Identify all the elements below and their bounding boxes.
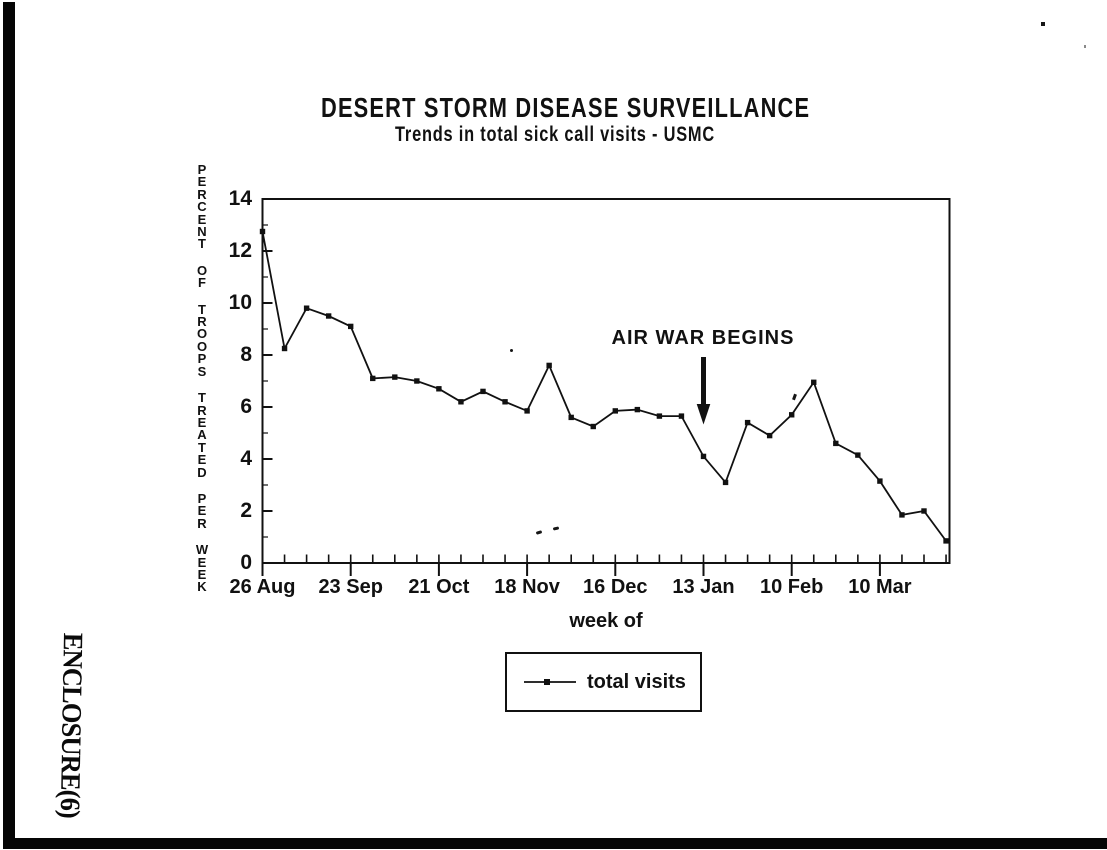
y-tick-label: 8 [240, 343, 252, 366]
y-axis-title-letter: E [197, 503, 207, 519]
y-tick-label: 6 [240, 395, 252, 418]
data-point-marker [524, 408, 529, 413]
y-tick-label: 2 [240, 499, 252, 522]
data-point-marker [569, 415, 574, 420]
scan-speck [510, 349, 513, 352]
data-point-marker [304, 306, 309, 311]
y-axis-title-letter: O [196, 326, 208, 342]
data-point-marker [613, 408, 618, 413]
data-point-marker [855, 452, 860, 457]
x-tick-label: 18 Nov [494, 576, 560, 598]
scan-speck [1084, 45, 1086, 48]
y-axis-title-letter: A [197, 427, 207, 443]
y-tick-label: 12 [228, 239, 252, 262]
annotation-arrow-head [697, 404, 711, 425]
data-point-marker [921, 508, 926, 513]
y-tick-label: 14 [228, 187, 252, 210]
scan-speck [1041, 22, 1045, 26]
y-axis-title-letter: E [197, 414, 207, 430]
data-point-marker [414, 378, 419, 383]
legend-square-marker [544, 679, 550, 685]
y-axis-title-letter: R [197, 186, 207, 202]
data-point-marker [348, 324, 353, 329]
data-point-marker [943, 538, 948, 543]
y-axis-title-letter: E [197, 452, 207, 468]
x-tick-label: 13 Jan [672, 576, 735, 598]
y-axis-title-letter: E [197, 554, 207, 570]
data-point-marker [833, 441, 838, 446]
data-point-marker [767, 433, 772, 438]
legend-line-sample [523, 675, 577, 689]
y-axis-title-letter: W [195, 542, 209, 558]
total-visits-line [263, 232, 947, 541]
data-point-marker [657, 413, 662, 418]
y-axis-title-letter: P [197, 490, 207, 506]
data-point-marker [679, 413, 684, 418]
x-tick-label: 23 Sep [318, 576, 383, 598]
chart-title: DESERT STORM DISEASE SURVEILLANCE [321, 92, 811, 123]
y-axis-title-letter: E [197, 566, 207, 582]
data-point-marker [436, 386, 441, 391]
y-tick-label: 10 [228, 291, 252, 314]
y-axis-title-letter: P [197, 162, 207, 177]
enclosure-stamp: ENCLOSURE(6) [53, 632, 88, 819]
data-point-marker [546, 363, 551, 368]
data-point-marker [458, 399, 463, 404]
data-point-marker [745, 420, 750, 425]
y-axis-title-letter: C [197, 199, 207, 215]
x-tick-label: 26 Aug [229, 576, 296, 598]
x-tick-label: 10 Feb [760, 576, 824, 598]
y-axis-title-letter: O [196, 338, 208, 354]
x-axis-title: week of [569, 610, 643, 632]
data-point-marker [260, 229, 265, 234]
data-point-marker [370, 376, 375, 381]
y-axis-title-letter: D [197, 464, 207, 480]
x-tick-label: 16 Dec [583, 576, 648, 598]
y-axis-title-letter: E [197, 174, 207, 190]
legend-box [505, 652, 702, 712]
x-tick-label: 21 Oct [408, 576, 470, 598]
annotation-air-war-begins: AIR WAR BEGINS [611, 327, 795, 349]
data-point-marker [789, 412, 794, 417]
chart-subtitle: Trends in total sick call visits - USMC [395, 123, 715, 146]
y-tick-label: 0 [240, 551, 252, 574]
y-axis-title-letter: R [197, 402, 207, 418]
y-axis-title-letter: E [197, 211, 207, 227]
y-axis-title-letter: N [197, 224, 207, 240]
y-axis-title-letter: T [198, 439, 206, 455]
data-point-marker [701, 454, 706, 459]
plot-border [263, 199, 950, 563]
data-point-marker [723, 480, 728, 485]
data-point-marker [326, 313, 331, 318]
y-axis-title-letter: S [197, 363, 207, 379]
data-point-marker [877, 478, 882, 483]
data-point-marker [635, 407, 640, 412]
y-axis-title-letter: R [197, 515, 207, 531]
y-axis-title-letter: F [198, 275, 206, 291]
data-point-marker [392, 374, 397, 379]
data-point-marker [591, 424, 596, 429]
legend-label: total visits [587, 670, 686, 693]
y-axis-title-letter: K [197, 579, 207, 595]
y-axis-title-letter: O [196, 262, 208, 278]
y-axis-title-letter: P [197, 351, 207, 367]
y-tick-label: 4 [240, 447, 252, 470]
data-point-marker [899, 512, 904, 517]
y-axis-title-letter: T [198, 301, 206, 317]
data-point-marker [480, 389, 485, 394]
y-axis-title-letter: R [197, 314, 207, 330]
data-point-marker [502, 399, 507, 404]
data-point-marker [282, 346, 287, 351]
x-tick-label: 10 Mar [848, 576, 912, 598]
y-axis-title-letter: T [198, 390, 206, 406]
data-point-marker [811, 380, 816, 385]
y-axis-title-letter: T [198, 236, 206, 252]
